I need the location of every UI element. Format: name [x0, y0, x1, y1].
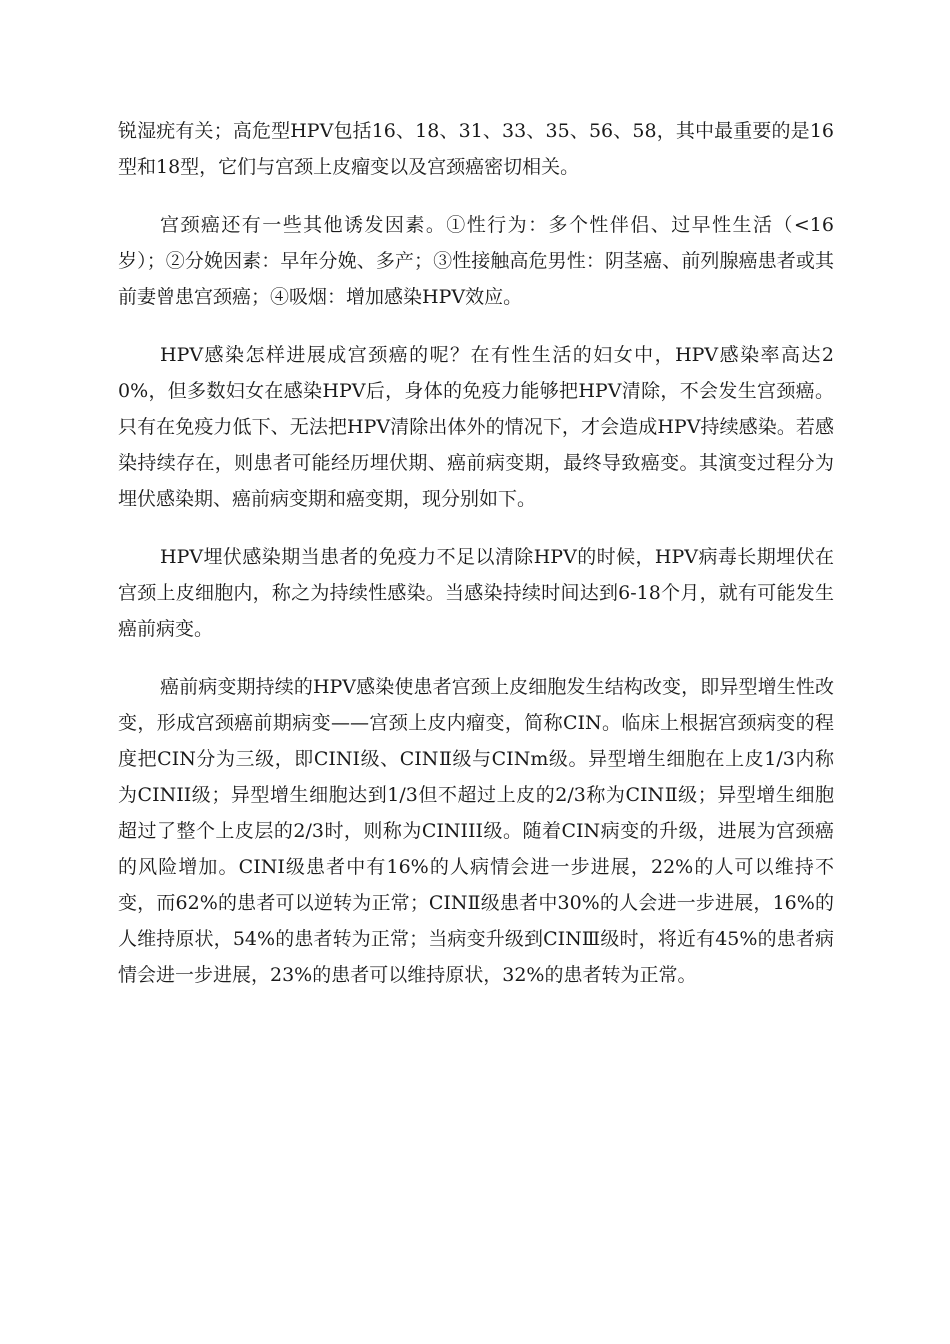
paragraph-precancerous-stage: 癌前病变期持续的HPV感染使患者宫颈上皮细胞发生结构改变，即异型增生性改变，形成宫颈癌前期病变——宫颈上皮内瘤变，简称CIN。临床上根据宫颈病变的程度把CIN分为三级，即CINI级、CINⅡ级与CINm级。异型增生细胞在上皮1/3内称为CINII级；异型增生细胞达到1/3但不超过上皮的2/3称为CINⅡ级；异型增生细胞超过了整个上皮层的2/3时，则称为CINIII级。随着CIN病变的升级，进展为宫颈癌的风险增加。CINI级患者中有16%的人病情会进一步进展，22%的人可以维持不变，而62%的患者可以逆转为正常；CINⅡ级患者中30%的人会进一步进展，16%的人维持原状，54%的患者转为正常；当病变升级到CINⅢ级时，将近有45%的患者病情会进一步进展，23%的患者可以维持原状，32%的患者转为正常。	[118, 676, 834, 986]
paragraph-latent-infection: HPV埋伏感染期当患者的免疫力不足以清除HPV的时候，HPV病毒长期埋伏在宫颈上皮细胞内，称之为持续性感染。当感染持续时间达到6-18个月，就有可能发生癌前病变。	[118, 546, 834, 640]
paragraph-risk-factors: 宫颈癌还有一些其他诱发因素。①性行为：多个性伴侣、过早性生活（<16岁）；②分娩因素：早年分娩、多产；③性接触高危男性：阴茎癌、前列腺癌患者或其前妻曾患宫颈癌；④吸烟：增加感染HPV效应。	[118, 214, 834, 308]
document-body	[118, 113, 834, 1015]
paragraph-hpv-progression: HPV感染怎样进展成宫颈癌的呢？在有性生活的妇女中，HPV感染率高达20%，但多数妇女在感染HPV后，身体的免疫力能够把HPV清除，不会发生宫颈癌。只有在免疫力低下、无法把HPV清除出体外的情况下，才会造成HPV持续感染。若感染持续存在，则患者可能经历埋伏期、癌前病变期，最终导致癌变。其演变过程分为埋伏感染期、癌前病变期和癌变期，现分别如下。	[118, 344, 834, 510]
paragraph-hpv-types: 锐湿疣有关；高危型HPV包括16、18、31、33、35、56、58，其中最重要的是16型和18型，它们与宫颈上皮瘤变以及宫颈癌密切相关。	[118, 120, 834, 178]
